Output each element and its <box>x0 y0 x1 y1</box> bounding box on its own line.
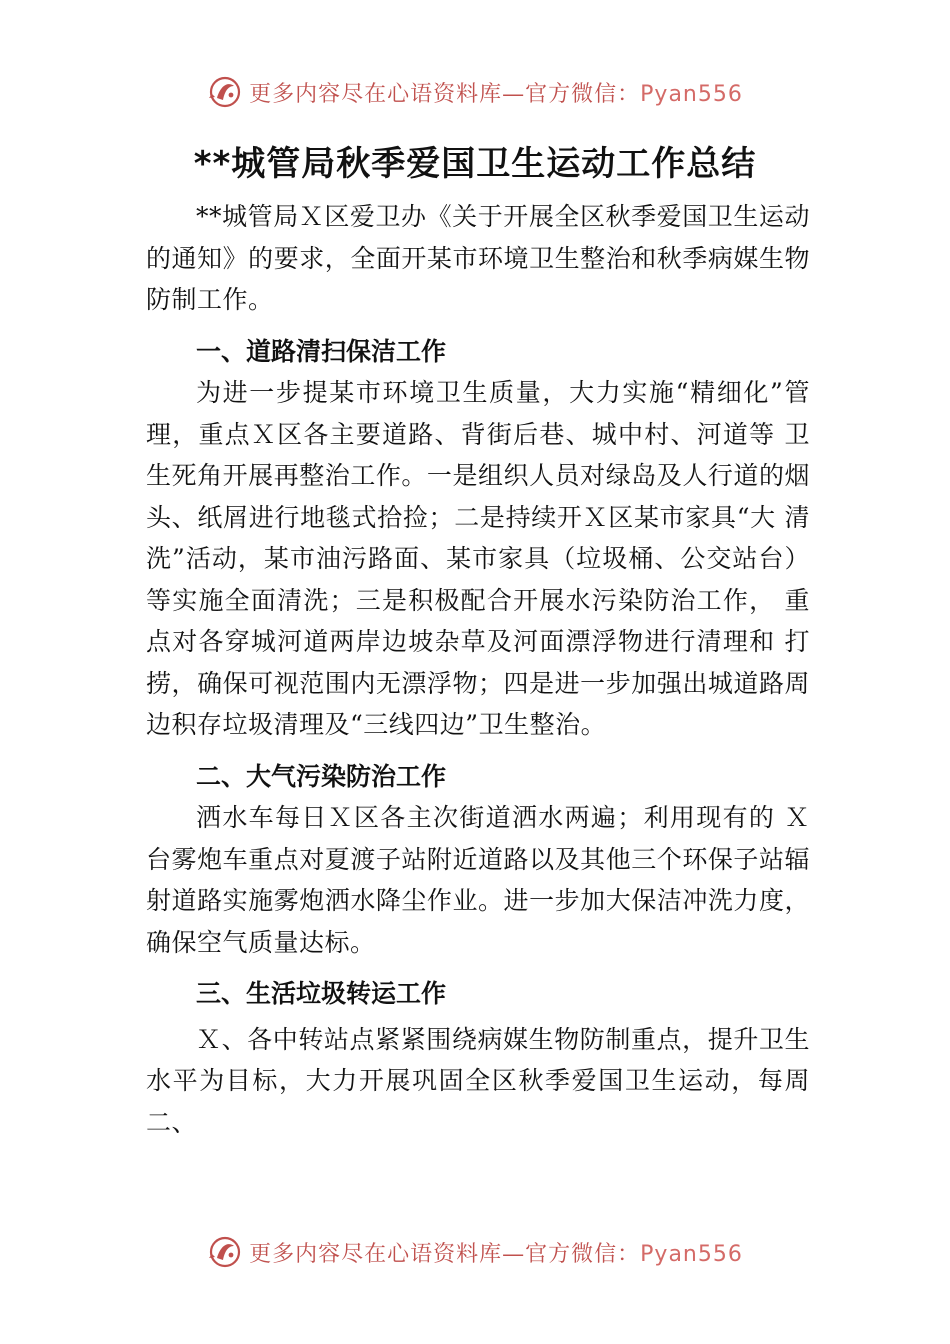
document-title: **城管局秋季爱国卫生运动工作总结 <box>193 144 757 184</box>
header-watermark-banner <box>0 70 950 114</box>
footer-banner-text: 更多内容尽在心语资料库—官方微信： <box>249 1241 641 1267</box>
section-body-1: 为进一步提某市环境卫生质量，大力实施“精细化”管理，重点Ｘ区各主要道路、背街后巷、城中村、河道等 卫生死角开展再整治工作。一是组织人员对绿岛及人行道的烟头、纸屑进行地毯式拾捡；二是持续开Ｘ区某市家具“大 清洗”活动，某市油污路面、某市家具（垃圾桶、公交站台）等实施全面清洗；三是积极配合开展水污染防治工作， 重点对各穿城河道两岸边坡杂草及河面漂浮物进行清理和 打捞，确保可视范围内无漂浮物；四是进一步加强出城道路周边积存垃圾清理及“三线四边”卫生整治。 <box>146 378 810 739</box>
brand-logo-icon <box>207 74 243 110</box>
section-heading-1: 一、道路清扫保洁工作 <box>196 336 447 366</box>
footer-banner-wechat: Pyan556 <box>640 1241 743 1267</box>
intro-paragraph: **城管局Ｘ区爱卫办《关于开展全区秋季爱国卫生运动的通知》的要求，全面开某市环境卫生整治和秋季病媒生物防制工作。 <box>146 202 810 314</box>
section-body-2: 洒水车每日Ｘ区各主次街道洒水两遍；利用现有的 Ｘ台雾炮车重点对夏渡子站附近道路以及其他三个环保子站辐射道路实施雾炮洒水降尘作业。进一步加大保洁冲洗力度，确保空气质量达标。 <box>146 803 810 957</box>
brand-logo-icon <box>207 1234 243 1270</box>
footer-watermark-banner <box>0 1230 950 1274</box>
section-heading-3: 三、生活垃圾转运工作 <box>196 979 447 1008</box>
section-body-3: Ｘ、各中转站点紧紧围绕病媒生物防制重点，提升卫生水平为目标，大力开展巩固全区秋季爱国卫生运动，每周二、 <box>146 1024 810 1137</box>
section-heading-2: 二、大气污染防治工作 <box>196 761 447 791</box>
header-banner-wechat: Pyan556 <box>640 81 743 107</box>
document-body <box>146 196 810 1143</box>
header-banner-text: 更多内容尽在心语资料库—官方微信： <box>249 81 641 107</box>
